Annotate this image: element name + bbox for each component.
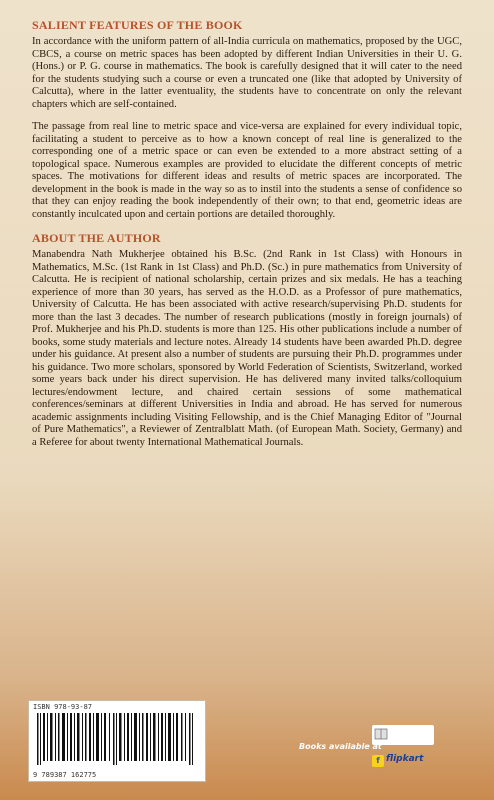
barcode xyxy=(28,700,206,782)
books-available-text: Books available at xyxy=(299,742,382,751)
barcode-bars xyxy=(35,713,199,765)
flipkart-logo xyxy=(372,752,434,770)
book-icon xyxy=(374,727,388,741)
features-paragraph-2: The passage from real line to metric space and vice-versa are explained for every individual topic, facilitating a student to perceive as to how a known concept of real line is generalized to the corresponding one of a metric space or can even be extended to a more abstract setting of a topological space. Numerous examples are provided to elucidate the different concepts of metric spaces. The motivations for different ideas and results of metric spaces are incorporated. The development in the book is made in the way so as to instil into the students a sense of confidence so that they can enjoy reading the book independently of their own; to that end, geometric ideas are constantly inculcated upon and certain portions are detailed thoroughly. xyxy=(32,121,462,220)
features-paragraph-1: In accordance with the uniform pattern of all-India curricula on mathematics, proposed by the UGC, CBCS, a course on metric spaces has been adopted by different Indian Universities in their U. G. (Hons.) or P. G. course in mathematics. The book is carefully designed that it will cater to the need for the students studying such a course or even a truncated one (like that adopted by University of Calcutta), where in the latter eventuality, the students have to concentrate on only the relevant chapters which are self-contained. xyxy=(32,36,462,110)
flipkart-wordmark: flipkart xyxy=(386,754,424,764)
isbn-label: ISBN 978-93-87 xyxy=(33,703,93,711)
features-heading: SALIENT FEATURES OF THE BOOK xyxy=(32,18,243,32)
author-bio: Manabendra Nath Mukherjee obtained his B.Sc. (2nd Rank in 1st Class) with Honours in Mathematics, M.Sc. (1st Rank in 1st Class) and Ph.D. (Sc.) in pure mathematics from University of Calcutta. He is recipient of national scholarship, certain prizes and six medals. He has a teaching experience of more than 30 years, has served as the H.O.D. as a Professor of pure mathematics, University of Calcutta. He has been associated with active research/supervising Ph.D. students for more than the last 3 decades. The number of research publications (mostly in foreign journals) of Prof. Mukherjee and his Ph.D. students is more than 125. His other publications include a number of books, some study materials and lecture notes. Already 14 students have been awarded Ph.D. degree under his guidance. At present also a number of students are pursuing their Ph.D. programmes under his guidance. Two more scholars, sponsored by World Federation of Scientists, Switzerland, worked some years back under his direct supervision. He has delivered many invited talks/colloquium lectures/endowment lecture, and chaired certain sessions of some mathematical conferences/seminars at different Universities in India and abroad. He has served for numerous academic assignments including Visiting Fellowship, and is the Chief Managing Editor of "Journal of Pure Mathematics", a Reviewer of Zentralblatt Math. (of European Math. Society, Germany) and a Referee for about twenty International Mathematical Journals. xyxy=(32,249,462,448)
cover-text xyxy=(32,10,462,459)
isbn-digits: 9 789387 162775 xyxy=(33,771,97,779)
flipkart-bag-icon: f xyxy=(372,755,384,767)
author-heading: ABOUT THE AUTHOR xyxy=(32,231,161,245)
